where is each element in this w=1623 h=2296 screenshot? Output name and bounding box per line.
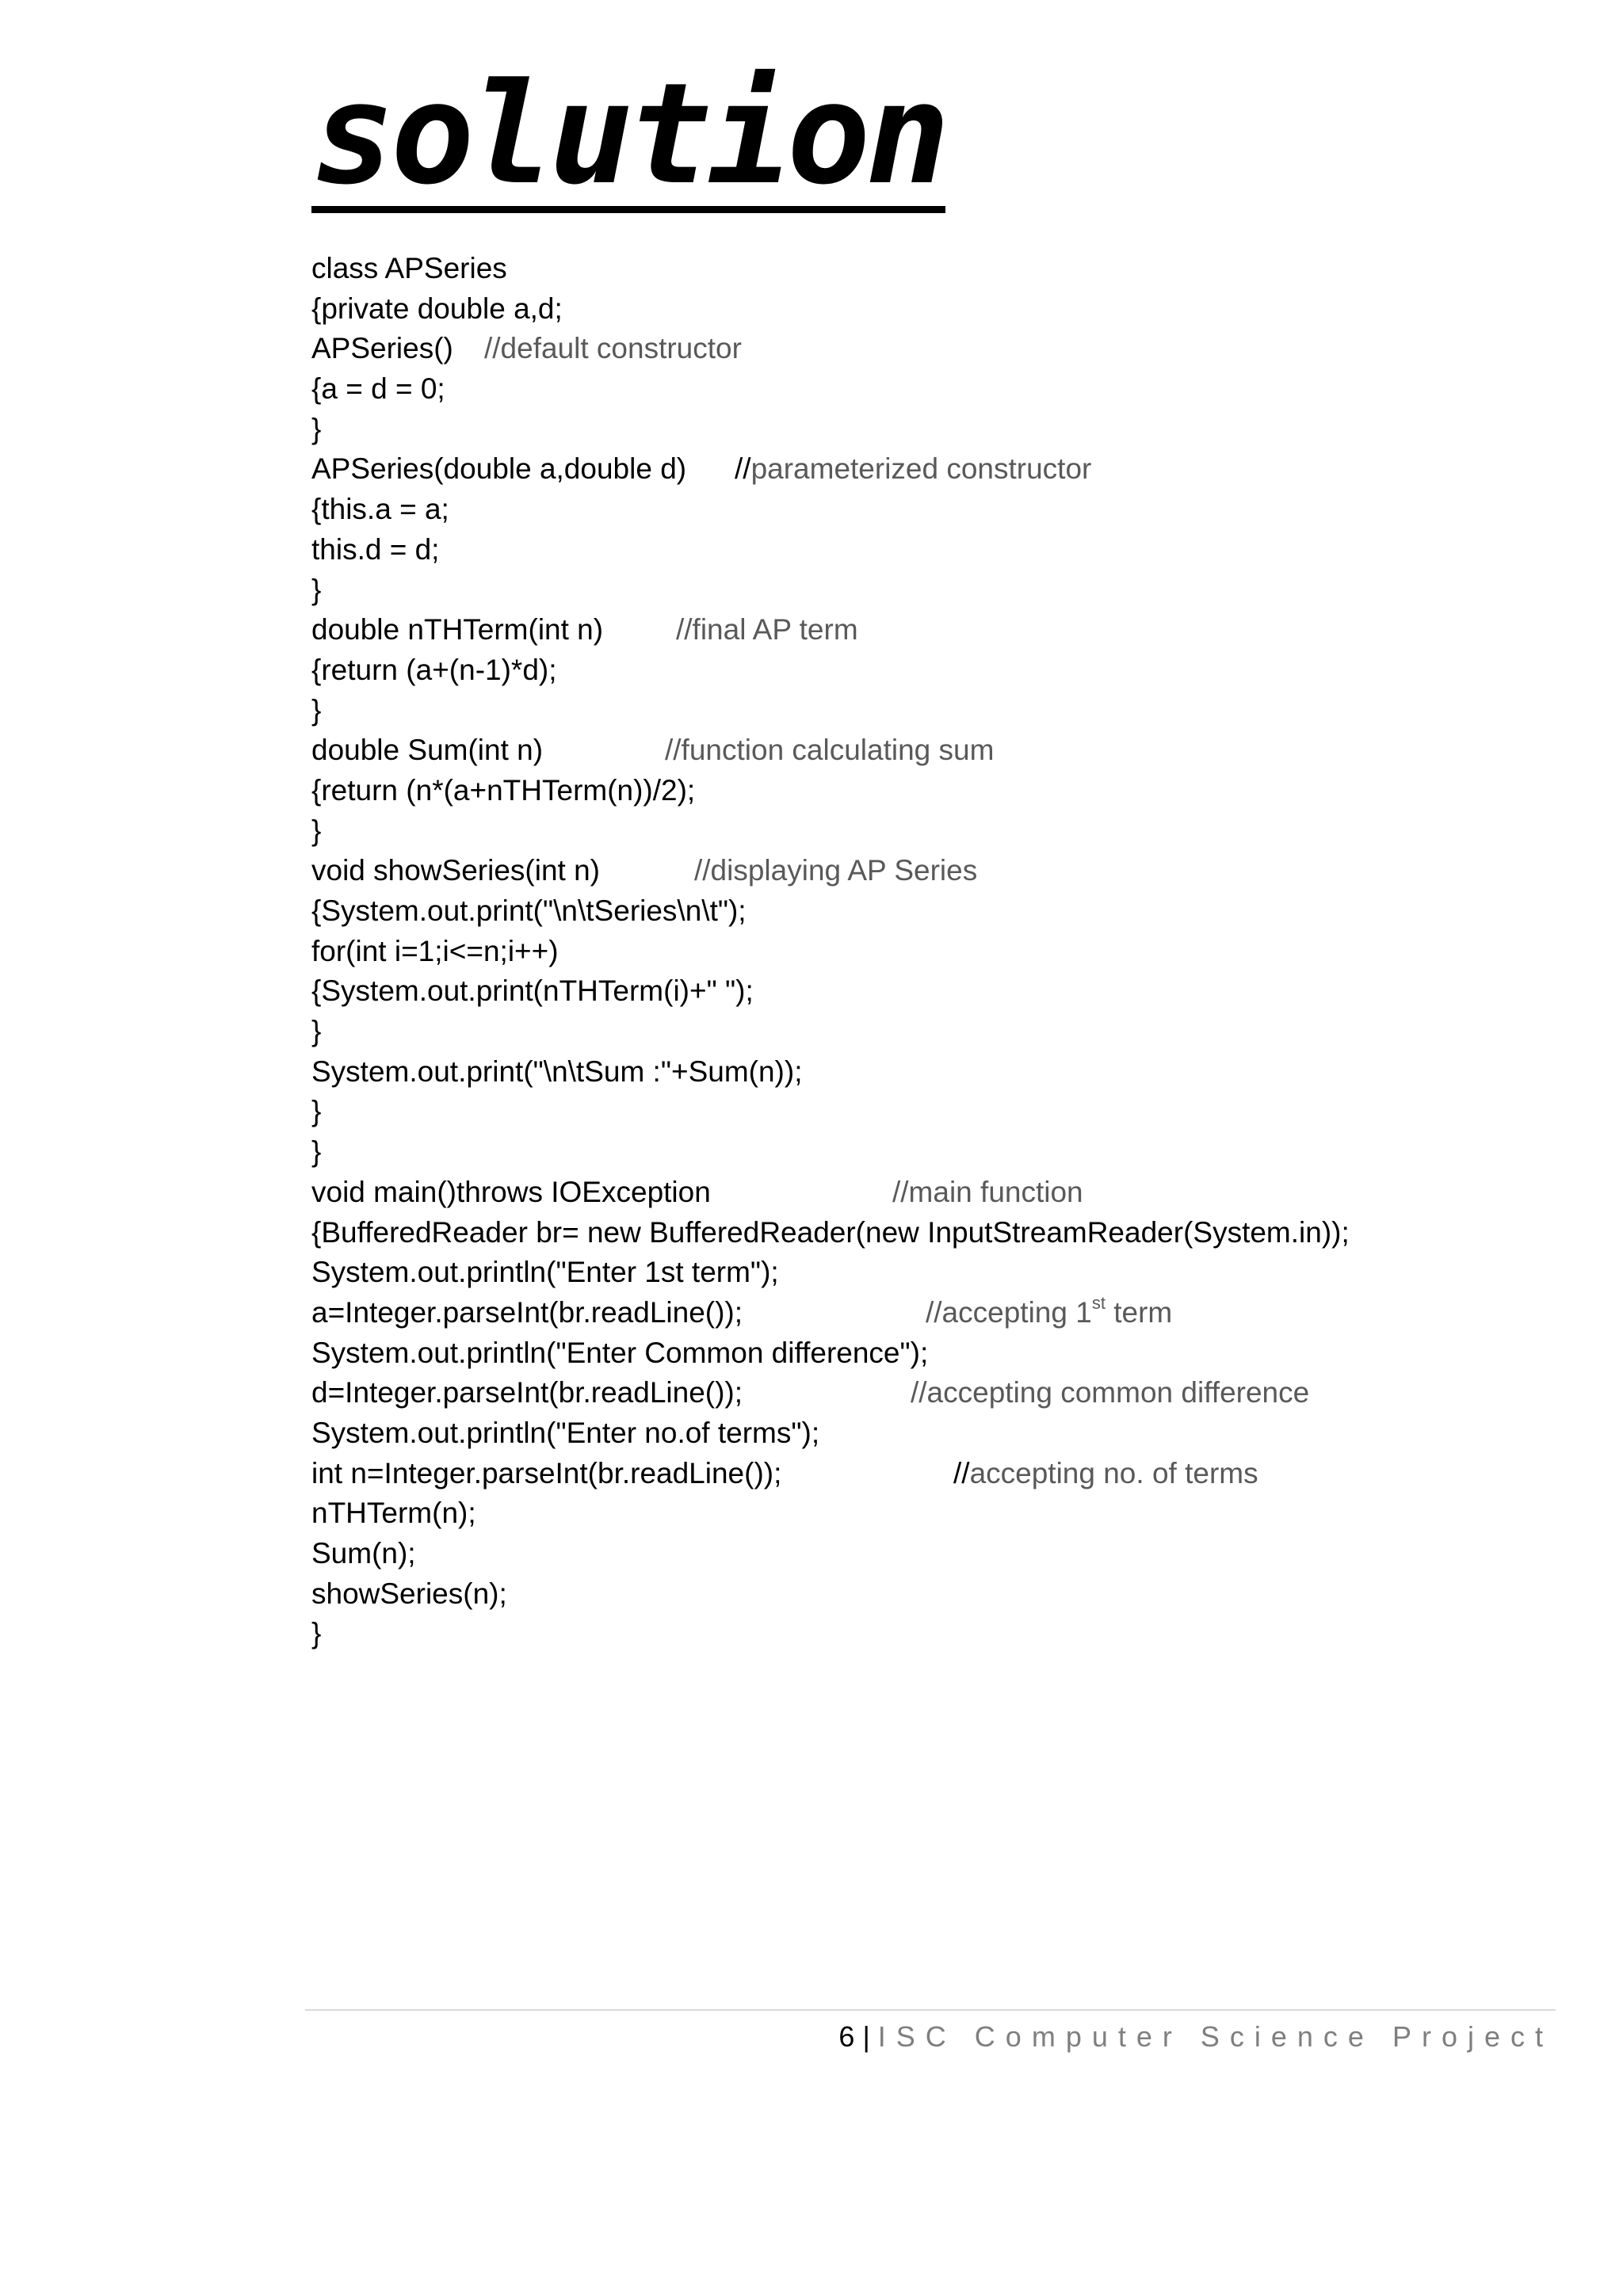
code-line [311, 610, 1564, 650]
code-text: int n=Integer.parseInt(br.readLine()); [311, 1456, 782, 1489]
code-comment [694, 851, 977, 891]
code-line [311, 1253, 1564, 1293]
comment-slashes: // [735, 452, 751, 486]
code-text: } [311, 1095, 322, 1128]
code-text: System.out.println("Enter Common difference"); [311, 1336, 929, 1369]
code-text: double Sum(int n) [311, 734, 544, 767]
page-number: 6 [838, 2020, 855, 2053]
comment-text: //accepting common difference [911, 1376, 1310, 1409]
code-text: {return (n*(a+nTHTerm(n))/2); [311, 773, 696, 807]
footer-divider [305, 2009, 1556, 2011]
comment-text-after: term [1105, 1295, 1173, 1329]
code-text: {return (a+(n-1)*d); [311, 653, 557, 686]
code-text: void main()throws IOException [311, 1175, 711, 1208]
code-line [311, 771, 1564, 811]
comment-text: //accepting 1 [926, 1295, 1092, 1329]
page-title: solution [311, 53, 945, 215]
code-line [311, 1413, 1564, 1454]
code-text: System.out.println("Enter 1st term"); [311, 1256, 779, 1289]
code-line [311, 1012, 1564, 1052]
code-text: {System.out.print("\n\tSeries\n\t"); [311, 894, 747, 927]
code-line [311, 1132, 1564, 1173]
code-text: {System.out.print(nTHTerm(i)+" "); [311, 974, 754, 1008]
code-line [311, 410, 1564, 450]
code-line [311, 1173, 1564, 1213]
comment-text: parameterized constructor [750, 452, 1092, 486]
code-line [311, 1293, 1564, 1333]
code-comment [911, 1373, 1309, 1413]
code-text: a=Integer.parseInt(br.readLine()); [311, 1295, 743, 1329]
code-text: } [311, 412, 322, 445]
comment-text: //default constructor [484, 332, 742, 365]
footer-separator: | [862, 2020, 870, 2053]
code-line [311, 530, 1564, 570]
code-line [311, 490, 1564, 530]
code-line [311, 369, 1564, 410]
code-text: } [311, 1617, 322, 1650]
code-text: for(int i=1;i<=n;i++) [311, 934, 559, 967]
code-text: {a = d = 0; [311, 372, 445, 406]
code-line [311, 1333, 1564, 1374]
code-line [311, 289, 1564, 330]
comment-text: accepting no. of terms [969, 1456, 1258, 1489]
code-text: } [311, 693, 322, 727]
code-line [311, 650, 1564, 691]
code-line [311, 811, 1564, 852]
code-line [311, 1092, 1564, 1132]
code-text: } [311, 814, 322, 847]
code-line [311, 249, 1564, 289]
page-footer [838, 2017, 1553, 2057]
code-line [311, 1574, 1564, 1615]
code-text: Sum(n); [311, 1537, 416, 1569]
comment-text: //displaying AP Series [694, 854, 978, 887]
code-line [311, 1454, 1564, 1494]
code-text: APSeries(double a,double d) [311, 452, 687, 486]
code-comment [892, 1173, 1083, 1213]
code-line [311, 1534, 1564, 1574]
code-text: showSeries(n); [311, 1577, 507, 1610]
code-line [311, 1373, 1564, 1413]
code-comment [735, 449, 1091, 490]
comment-superscript: st [1091, 1292, 1106, 1313]
code-text: double nTHTerm(int n) [311, 613, 604, 646]
code-line [311, 691, 1564, 731]
code-line [311, 730, 1564, 771]
code-comment [926, 1293, 1172, 1333]
code-line [311, 891, 1564, 932]
code-listing [311, 249, 1564, 1654]
code-text: {this.a = a; [311, 493, 449, 526]
code-text: } [311, 573, 322, 606]
code-comment [484, 329, 742, 369]
code-line [311, 971, 1564, 1012]
project-name: ISC Computer Science Project [877, 2020, 1553, 2053]
code-line [311, 1052, 1564, 1093]
code-text: class APSeries [311, 252, 507, 284]
code-text: d=Integer.parseInt(br.readLine()); [311, 1376, 743, 1409]
code-line [311, 1213, 1564, 1253]
comment-slashes: // [953, 1456, 970, 1489]
code-comment [953, 1454, 1258, 1494]
comment-text: //final AP term [676, 613, 858, 646]
code-comment [665, 730, 994, 771]
code-line [311, 932, 1564, 972]
code-line [311, 329, 1564, 369]
code-text: nTHTerm(n); [311, 1497, 476, 1530]
code-line [311, 1614, 1564, 1654]
code-text: APSeries() [311, 332, 453, 365]
code-text: {private double a,d; [311, 292, 563, 325]
code-comment [676, 610, 858, 650]
code-line [311, 851, 1564, 891]
code-line [311, 570, 1564, 611]
code-text: this.d = d; [311, 532, 440, 566]
comment-text: //main function [892, 1175, 1083, 1208]
code-text: } [311, 1015, 322, 1048]
code-text: void showSeries(int n) [311, 854, 600, 887]
comment-text: //function calculating sum [665, 734, 995, 767]
code-line [311, 1493, 1564, 1534]
code-text: {BufferedReader br= new BufferedReader(new InputStreamReader(System.in)); [311, 1215, 1350, 1249]
code-text: } [311, 1135, 322, 1169]
code-text: System.out.println("Enter no.of terms"); [311, 1416, 820, 1449]
code-line [311, 449, 1564, 490]
code-text: System.out.print("\n\tSum :"+Sum(n)); [311, 1055, 803, 1088]
